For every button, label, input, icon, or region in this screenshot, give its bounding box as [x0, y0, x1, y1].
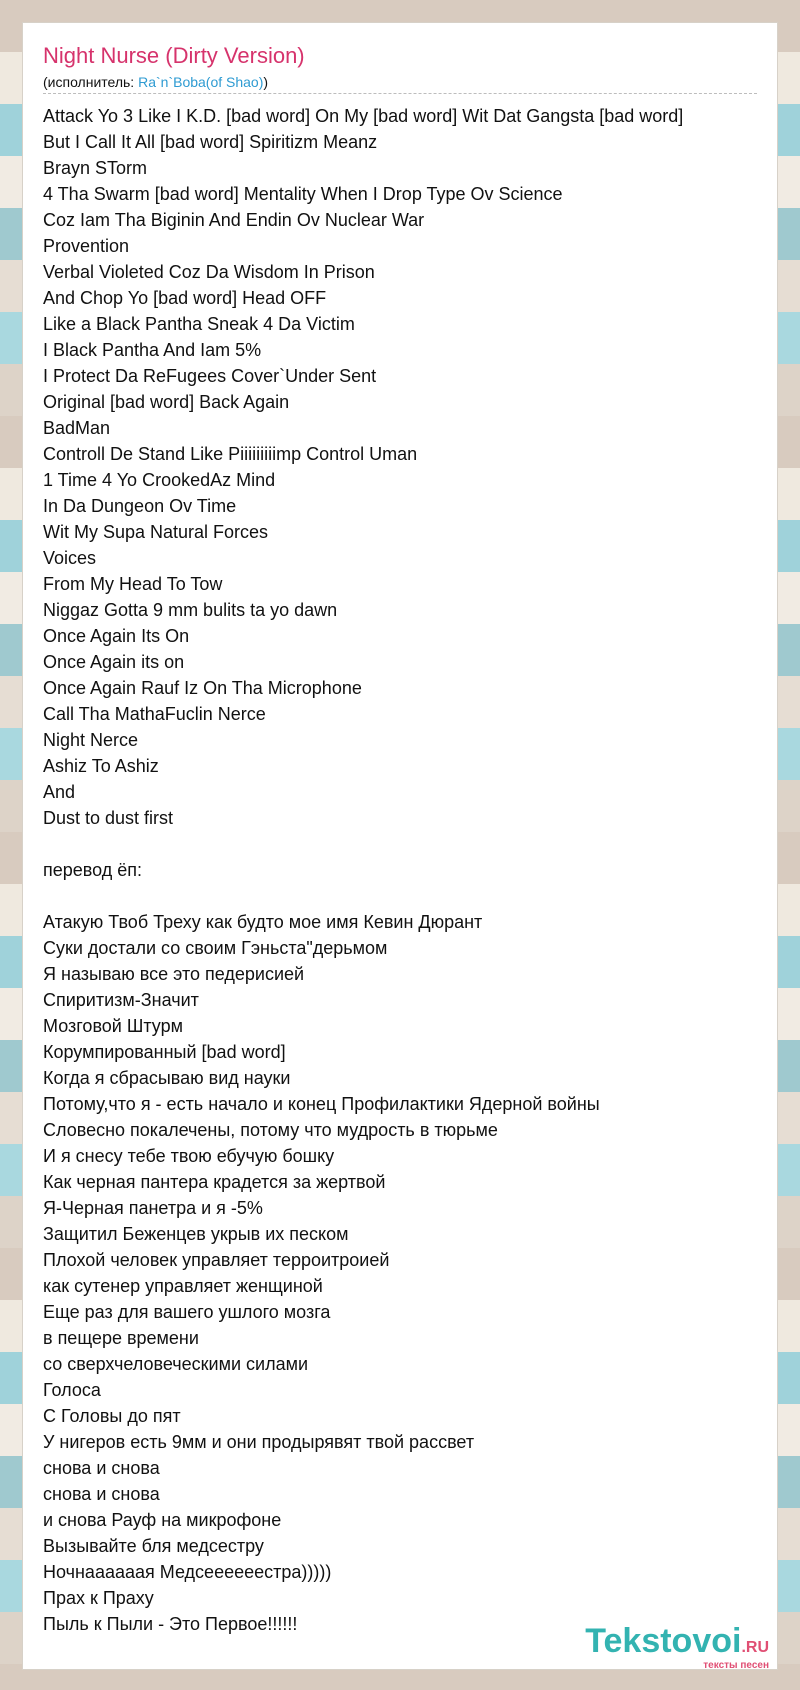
- performer-prefix: (исполнитель:: [43, 74, 139, 90]
- lyrics-card: [22, 22, 778, 1670]
- logo-wordmark: [569, 1622, 769, 1664]
- site-logo[interactable]: [569, 1622, 769, 1671]
- divider: [43, 93, 757, 94]
- performer-link[interactable]: Ra`n`Boba(of Shao): [138, 74, 264, 90]
- lyrics-text: Attack Yo 3 Like I K.D. [bad word] On My [bad word] Wit Dat Gangsta [bad word] But I Call It All [bad word] Spiritizm Meanz Brayn STorm 4 Tha Swarm [bad word] Mentality When I Drop Type Ov Science Coz Iam Tha Biginin And Endin Ov Nuclear War Provention Verbal Violeted Coz Da Wisdom In Prison And Chop Yo [bad word] Head OFF Like a Black Pantha Sneak 4 Da Victim I Black Pantha And Iam 5% I Protect Da ReFugees Cover`Under Sent Original [bad word] Back Again BadMan Controll De Stand Like Piiiiiiiiimp Control Uman 1 Time 4 Yo CrookedAz Mind In Da Dungeon Ov Time Wit My Supa Natural Forces Voices From My Head To Tow Niggaz Gotta 9 mm bulits ta yo dawn Once Again Its On Once Again its on Once Again Rauf Iz On Tha Microphone Call Tha MathaFuclin Nerce Night Nerce Ashiz To Ashiz And Dust to dust first перевод ёп: Атакую Твоб Треху как будто мое имя Кевин Дюрант Суки достали со своим Гэньста"дерьмом Я называю все это педерисией Спиритизм-Значит Мозговой Штурм Корумпированный [bad word] Когда я сбрасываю вид науки Потому,что я - есть начало и конец Профилактики Ядерной войны Словесно покалечены, потому что мудрость в тюрьме И я снесу тебе твою ебучую бошку Как черная пантера крадется за жертвой Я-Черная панетра и я -5% Защитил Беженцев укрыв их песком Плохой человек управляет терроитроией как сутенер управляет женщиной Еще раз для вашего ушлого мозга в пещере времени со сверхчеловеческими силами Голоса С Головы до пят У нигеров есть 9мм и они продырявят твой рассвет снова и снова снова и снова и снова Рауф на микрофоне Вызывайте бля медсестру Ночнаааааая Медсеееееестра))))) Прах к Праху Пыль к Пыли - Это Первое!!!!!!: [43, 106, 684, 1634]
- logo-tld: .RU: [741, 1639, 769, 1656]
- performer-line: [43, 73, 268, 91]
- logo-name: Tekstovoi: [585, 1622, 742, 1660]
- performer-suffix: ): [263, 74, 269, 90]
- song-title: Night Nurse (Dirty Version): [43, 43, 305, 68]
- logo-tagline: тексты песен: [703, 1660, 769, 1671]
